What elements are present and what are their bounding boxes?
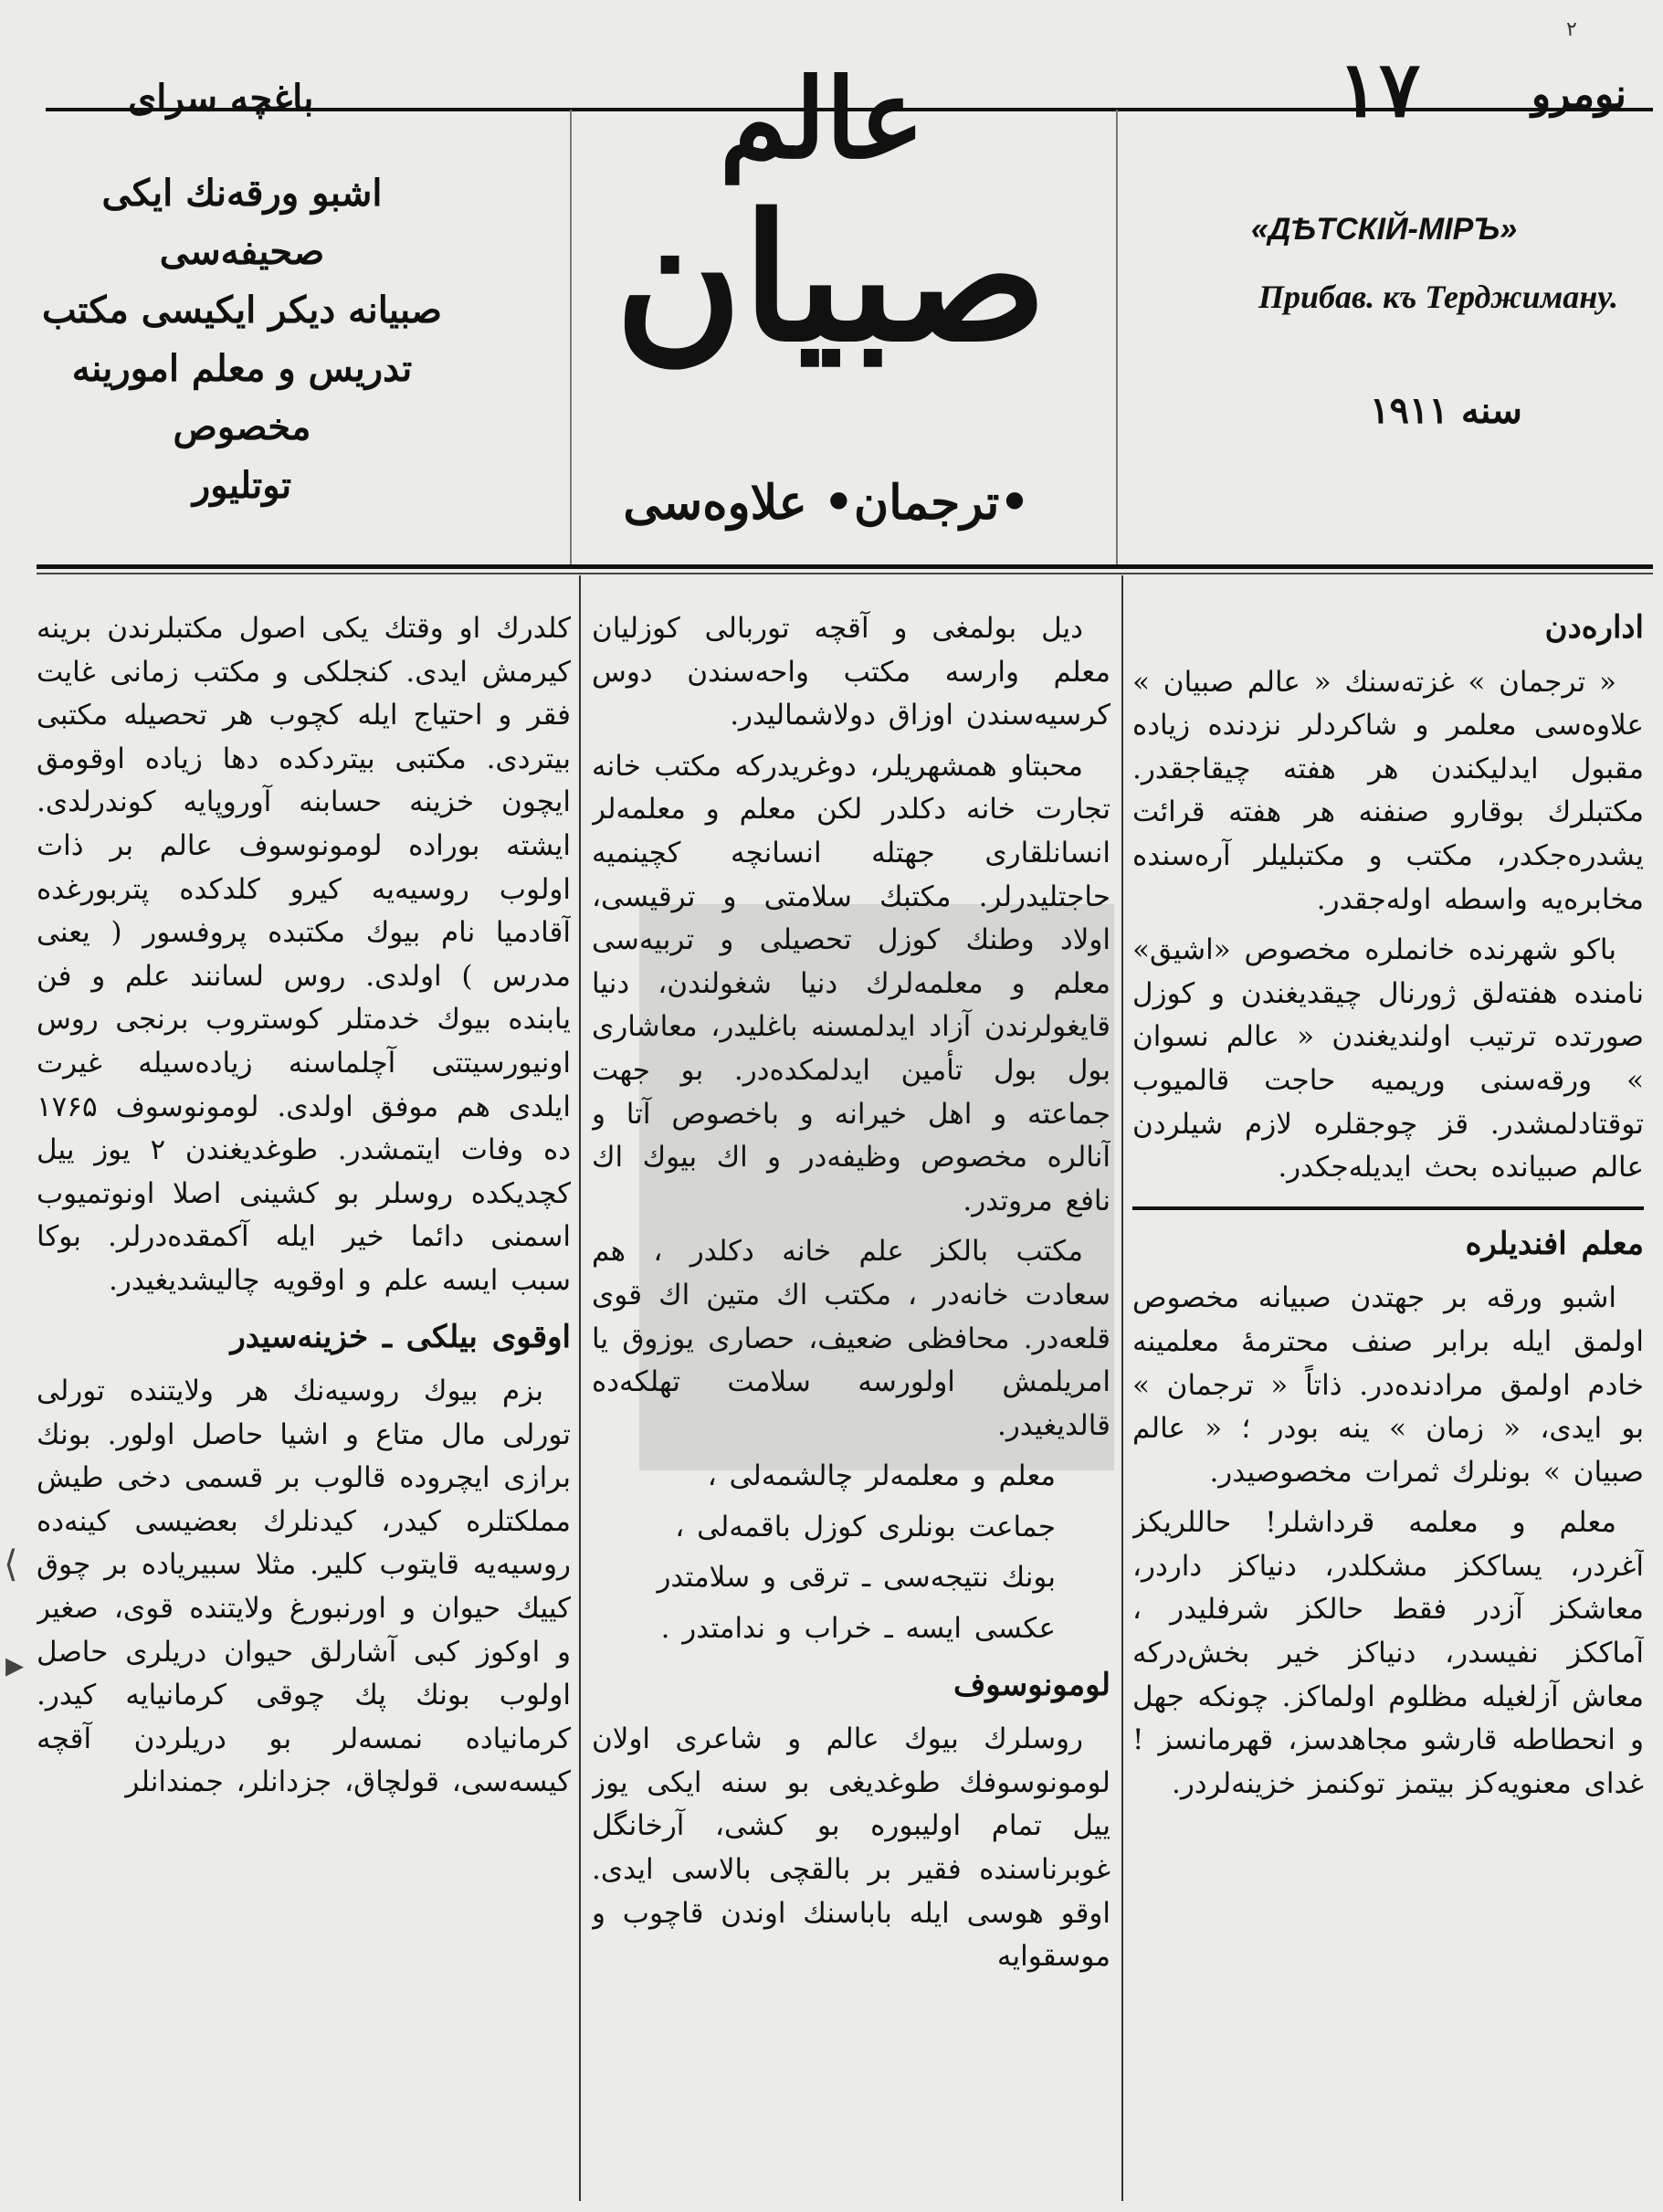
russian-title: «ДѢТСКІЙ-МІРЪ» — [1251, 212, 1518, 247]
column-right-heading-2: معلم افندیلره — [1465, 1225, 1644, 1262]
paragraph: عكسی ایسه ـ خراب و ندامتدر . — [660, 1612, 1056, 1646]
margin-mark-icon: ⟨ — [4, 1543, 18, 1585]
masthead-subtitle: •ترجمان• علاوه‌سی — [623, 475, 1030, 531]
header-divider-right — [1116, 110, 1118, 566]
masthead-title-bottom: صبیان — [615, 176, 1047, 380]
header-divider-left — [570, 110, 572, 566]
paragraph: معلم و معلمه قرداشلر! حاللریكز آغردر، یساككز مشكلدر، دنیاكز داردر، معاشكز آزدر فقط حالكز شرفلیدر ، آماككز نفیسدر، دنیاكز خیر بخش‌دركه معاش آزلغیله مظلوم اولماكز. چونكه جهل و انحطاطه قارشو مجاهدسز، قهرمانسز ! غدای معنویه‌كز بیتمز توكنمز خزینه‌لردر. — [1132, 1506, 1644, 1800]
notice-line: تدریس و معلم امورینه مخصوص — [71, 347, 413, 448]
issue-number-label: نومرو — [1531, 71, 1626, 118]
column-right — [1132, 594, 1644, 2183]
notice-line: صبیانه دیكر ایكیسی مكتب — [41, 289, 443, 332]
notice-line: اشبو ورقه‌نك ایكی صحیفه‌سی — [101, 172, 383, 273]
year-label: سنه ۱۹۱۱ — [1370, 389, 1522, 432]
paragraph: روسلرك بیوك عالم و شاعری اولان لومونوسوفك طوغدیغی بو سنه ایكی یوز ییل تمام اولیبوره بو كشی، آرخانگل غوبرناسنده فقیر بر بالقچی بالاسی ایدی. اوقو هوسی ایله باباسنك اوندن قاچوب و موسقوایه — [592, 1722, 1110, 1974]
masthead-rule-thin — [37, 573, 1653, 574]
paragraph: جماعت بونلری كوزل باقمه‌لی ، — [675, 1510, 1056, 1543]
paragraph: مكتب بالكز علم خانه دكلدر ، هم سعادت خانه‌در ، مكتب اك متین اك قوی قلعه‌در. محافظی ضعیف، حصاری یوزوق یا امریلمش اولورسه سلامت تهلكه‌ده قالدیغیدر. — [592, 1235, 1110, 1442]
notice-line: توتلیور — [192, 464, 292, 507]
masthead-rule — [37, 564, 1653, 569]
section-rule — [1132, 1206, 1644, 1210]
column-right-heading: اداره‌دن — [1544, 609, 1644, 646]
paragraph: دیل بولمغی و آقچه توربالی كوزلیان معلم وارسه مكتب واحه‌سندن دوس كرسیه‌سندن اوزاق دولاشمالیدر. — [592, 612, 1110, 732]
paragraph: « ترجمان » غزته‌سنك « عالم صبیان » علاوه‌سی معلمر و شاكردلر نزدنده زیاده مقبول ایدلیكندن هر هفته چیقاجقدر. مكتبلرك بوقارو صنفنه هر هفته قرائت یشدره‌جكدر، مكتب و مكتبلیلر آره‌سنده مخابره‌یه واسطه اوله‌جقدر. — [1132, 665, 1644, 916]
russian-subtitle: Прибав. къ Терджиману. — [1258, 279, 1618, 315]
paragraph: معلم و معلمه‌لر چالشمه‌لی ، — [707, 1459, 1056, 1493]
paragraph: كلدرك او وقتك یكی اصول مكتبلرندن برینه كیرمش ایدی. كنجلكی و مكتب زمانی غایت فقر و احتیاج ایله كچوب هر تحصیله مكتبی بیتردی. مكتبی بیتردكده دها زیاده اوقومق ایچون خزینه حسابنه آوروپایه كوندرلدی. ایشته بوراده لومونوسوف عالم بر ذات اولوب روسیه‌یه كیرو كلدكده پتربورغده آقادمیا نام بیوك مكتبده پروفسور ( یعنی مدرس ) اولدی. روس لسانند علم و فن یابنده بیوك خدمتلر كوستروب برنجی روس اونیورسیتتی آچلماسنه زیاده‌سیله غیرت ایلدی هم موفق اولدی. لومونوسوف ۱۷۶۵ ده وفات ایتمشدر. طوغدیغندن ۲ یوز ییل كچدیكده روسلر بو كشینی اصلا اونوتمیوب اسمنی دائما خیر ایله آكمقده‌درلر. بوكا سبب ایسه علم و اوقویه چالیشدیغیدر. — [37, 612, 571, 1297]
date-small: ۲ — [1566, 18, 1577, 41]
paragraph: محبتاو همشهریلر، دوغریدركه مكتب خانه تجارت خانه دكلدر لكن معلم و معلمه‌لر انسانلقاری جهتله انسانچه كچینمیه حاجتلیدرلر. مكتبك سلامتی و ترقیسی، اولاد وطنك كوزل تحصیلی و تربیه‌سی معلم و معلمه‌لرك دنیا شغولندن، دنیا قایغولرندن آزاد ایدلمسنه باغلیدر، معاشاری بول بول تأمین ایدلمكده‌در. بو جهت جماعته و اهل خیرانه و باخصوص آتا و آنالره مخصوص وظیفه‌در و اك بیوك اك نافع مروتدر. — [592, 749, 1110, 1217]
column-middle-heading: لومونوسوف — [953, 1666, 1110, 1703]
masthead-title-top: عالم — [719, 55, 925, 184]
column-left-heading: اوقوی بیلكی ـ خزینه‌سیدر — [230, 1318, 571, 1355]
paragraph: بونك نتیجه‌سی ـ ترقی و سلامتدر — [657, 1561, 1056, 1595]
paragraph: باكو شهرنده خانملره مخصوص «اشیق» نامنده هفته‌لق ژورنال چیقدیغندن و كوزل صورتده ترتیب اولندیغندن « عالم نسوان » ورقه‌سنی وریمیه حاجت قالمیوب توقتادلمشدر. قز چوجقلره لازم شیلردن عالم صبیانده بحث ایدیله‌جكدر. — [1132, 933, 1644, 1185]
column-middle — [592, 607, 1110, 2187]
paragraph: بزم بیوك روسیه‌نك هر ولایتنده تورلی تورلی مال متاع و اشیا حاصل اولور. بونك برازی ایچروده قالوب بر قسمی دخی طیش مملكتلره كیدر، كیدنلرك بعضیسی كینه‌ده روسیه‌یه قایتوب كلیر. مثلا سبیریاده بر چوق كییك حیوان و اورنبورغ ولایتنده قوی، صغیر و اوكوز كبی آشارلق حیوان دریلری حاصل اولوب بونك پك چوقی كرمانیایه كیدر. كرمانیاده نمسه‌لر بو دریلردن آقچه كیسه‌سی، قولچاق، جزدانلر، جمندانلر — [37, 1375, 571, 1799]
paragraph: اشبو ورقه بر جهتدن صبیانه مخصوص اولمق ایله برابر صنف محترمهٔ معلمینه خادم اولمق مرادنده‌در. ذاتاً « ترجمان » بو ایدی، « زمان » ینه بودر ؛ « عالم صبیان » بونلرك ثمرات مخصوصیدر. — [1132, 1281, 1644, 1489]
column-divider-left — [579, 575, 581, 2201]
margin-mark-icon: ▸ — [5, 1644, 25, 1686]
column-left — [37, 607, 571, 2187]
issue-number: ۱۷ — [1338, 44, 1421, 134]
notice-block — [37, 164, 447, 515]
column-divider-right — [1121, 575, 1123, 2201]
location-label: باغچه سرای — [128, 77, 314, 120]
